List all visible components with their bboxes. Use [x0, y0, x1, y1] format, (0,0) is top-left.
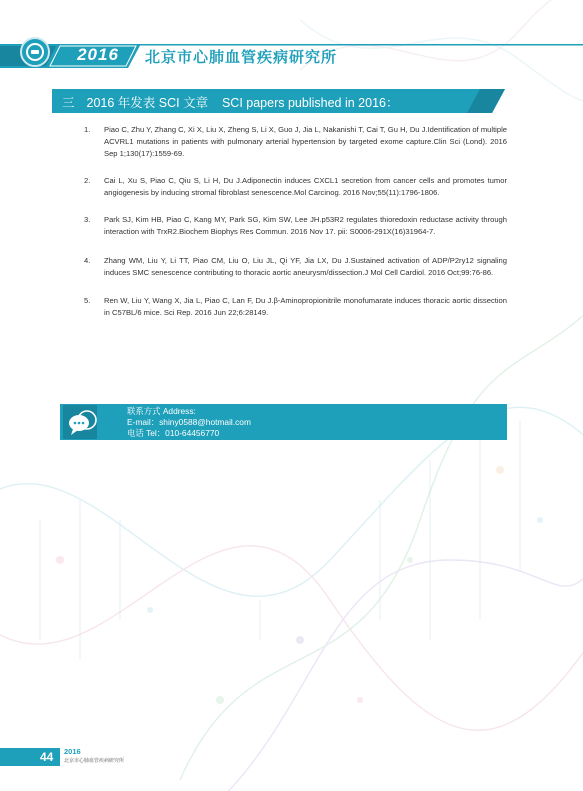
reference-index: 5.	[84, 296, 91, 305]
section-title	[62, 93, 398, 111]
contact-email: E-mail：shiny0588@hotmail.com	[127, 417, 251, 428]
reference-index: 3.	[84, 215, 91, 224]
chat-bubbles-icon	[63, 405, 109, 439]
reference-item	[84, 124, 507, 159]
reference-item	[84, 295, 507, 319]
contact-info	[127, 406, 251, 440]
reference-item	[84, 175, 507, 199]
footer-institute-name: 北京市心肺血管疾病研究所	[64, 758, 125, 764]
reference-text: Cai L, Xu S, Piao C, Qiu S, Li H, Du J.Adiponectin induces CXCL1 secretion from cancer cells and promotes tumor angiogenesis by inducing stromal fibroblast senescence.Mol Carcinog. 2016 Nov;55(11):1796-1806.	[104, 176, 507, 197]
page-number: 44	[40, 750, 54, 764]
reference-text: Piao C, Zhu Y, Zhang C, Xi X, Liu X, Zheng S, Li X, Guo J, Jia L, Nakanishi T, Cai T, Gu H, Du J.Identification of multiple ACVRL1 mutations in patients with pulmonary arterial hypertension by targeted exome capture.Clin Sci (Lond). 2016 Sep 1;130(17):1559-69.	[104, 125, 507, 158]
reference-item	[84, 255, 507, 279]
reference-text: Zhang WM, Liu Y, Li TT, Piao CM, Liu O, Liu JL, Qi YF, Jia LX, Du J.Sustained activation of ADP/P2ry12 signaling induces SMC senescence contributing to thoracic aortic aneurysm/dissection.J Mol Cell Cardiol. 2016 Oct;99:76-86.	[104, 256, 507, 277]
footer-year: 2016	[64, 747, 81, 756]
reference-index: 1.	[84, 125, 91, 134]
institute-logo	[20, 37, 50, 67]
reference-text: Park SJ, Kim HB, Piao C, Kang MY, Park SG, Kim SW, Lee JH.p53R2 regulates thioredoxin reductase activity through interaction with TrxR2.Biochem Biophys Res Commun. 2016 Nov 17. pii: S0006-291X(16)31964-7.	[104, 215, 507, 236]
contact-phone: 电话 Tel：010-64456770	[127, 428, 220, 439]
reference-item	[84, 214, 507, 238]
logo-mark-icon	[26, 43, 44, 61]
contact-title: 联系方式 Address:	[127, 406, 196, 416]
header-institute-name: 北京市心肺血管疾病研究所	[145, 49, 338, 66]
reference-text: Ren W, Liu Y, Wang X, Jia L, Piao C, Lan F, Du J.β-Aminopropionitrile monofumarate induces thoracic aortic dissection in C57BL/6 mice. Sci Rep. 2016 Jun 22;6:28149.	[104, 296, 507, 317]
header-year: 2016	[77, 45, 119, 64]
section-title-text: 2016 年发表 SCI 文章 SCI papers published in 2016：	[86, 96, 399, 110]
reference-index: 2.	[84, 176, 91, 185]
reference-index: 4.	[84, 256, 91, 265]
section-number: 三	[62, 96, 75, 110]
